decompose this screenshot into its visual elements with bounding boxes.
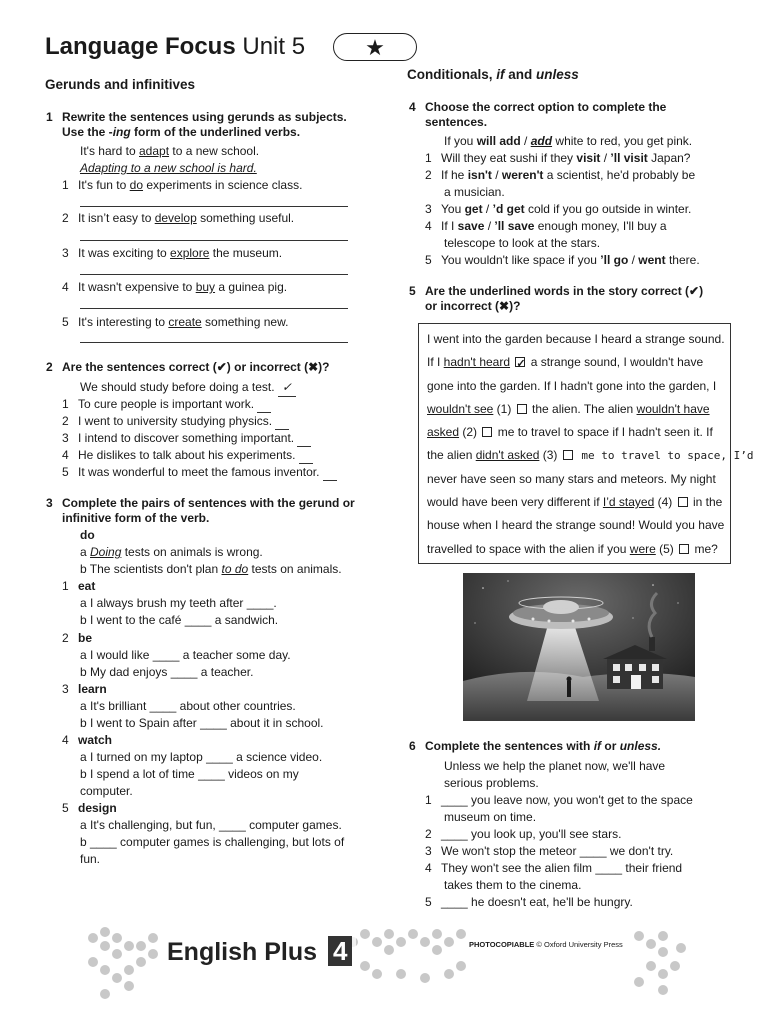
q3-ex-b-answer: to do <box>221 562 249 576</box>
q4-item-num: 1 <box>425 151 432 165</box>
q4-item-text: If he <box>441 168 468 182</box>
q2-item-1 <box>62 396 271 413</box>
q2-item-text: To cure people is important work. <box>78 397 255 411</box>
story-underlined: hadn't heard <box>443 355 511 370</box>
q5-heading <box>409 284 735 314</box>
photocopiable-label: PHOTOCOPIABLE <box>469 940 535 949</box>
q4-item-text-end: a scientist, he'd probably be <box>543 168 696 182</box>
q4-item-4 <box>425 218 667 235</box>
star-icon: ★ <box>365 34 385 60</box>
q1-item-text-end: something useful. <box>196 211 295 225</box>
q4-option-1[interactable]: visit <box>576 151 601 165</box>
q1-item-4 <box>62 279 287 296</box>
q3-heading-line2: infinitive form of the verb. <box>62 511 210 525</box>
q3-verb: be <box>78 631 93 645</box>
q6-item-text: ____ you leave now, you won't get to the space <box>441 793 693 807</box>
story-line: I went into the garden because I heard a strange sound. <box>427 332 725 346</box>
q2-item-2 <box>62 413 289 430</box>
story-line: never have seen so many stars and meteors. My night <box>427 471 716 486</box>
q2-heading <box>46 360 372 375</box>
q6-item-num: 2 <box>425 827 432 841</box>
q6-heading-text <box>425 739 735 754</box>
q3-group-2-verb <box>62 630 92 647</box>
q2-example <box>80 379 296 397</box>
q3-ex-a-answer: Doing <box>90 545 122 559</box>
logo-text: English Plus <box>167 938 318 966</box>
q3-example-b <box>80 561 342 578</box>
english-plus-logo <box>163 936 356 967</box>
story-box <box>418 323 754 564</box>
q6-item-4 <box>425 860 682 877</box>
q3-group-1-verb <box>62 578 95 595</box>
q6-item-2 <box>425 826 621 843</box>
logo-number: 4 <box>328 936 352 966</box>
story-line: gone into the garden. If I hadn't gone into the garden, I <box>427 378 717 393</box>
answer-line[interactable] <box>80 342 348 343</box>
sec-title-if: if <box>496 67 505 82</box>
q4-item-num: 2 <box>425 168 432 182</box>
story-text: (5) <box>655 541 678 556</box>
q1-item-num: 2 <box>62 211 69 225</box>
q4-option-2[interactable]: ’ll visit <box>610 151 648 165</box>
q1-item-num: 5 <box>62 315 69 329</box>
q4-item-num: 4 <box>425 219 432 233</box>
q3-ex-b-post: tests on animals. <box>248 562 342 576</box>
star-level-badge <box>333 33 417 61</box>
q4-item-num: 5 <box>425 253 432 267</box>
q3-group-3-b: b I went to Spain after ____ about it in school. <box>80 716 324 730</box>
q4-ex-sep: / <box>520 134 531 148</box>
story-line <box>427 444 754 467</box>
q2-item-num: 4 <box>62 448 69 462</box>
q4-ex-c: white to red, you get pink. <box>552 134 693 148</box>
q4-item-text: Will they eat sushi if they <box>441 151 577 165</box>
q3-heading <box>46 496 372 526</box>
answer-line[interactable] <box>80 240 348 241</box>
story-text: in the <box>689 495 723 510</box>
q1-item-text: It wasn't expensive to <box>78 280 196 294</box>
q1-h2c: form of the underlined verbs. <box>130 125 301 139</box>
q3-verb: watch <box>78 733 113 747</box>
story-text: (1) <box>493 401 515 416</box>
q4-heading <box>409 100 735 130</box>
checkbox-ticked-icon <box>515 357 525 367</box>
q1-ex-b: to a new school. <box>169 144 260 158</box>
q1-item-num: 3 <box>62 246 69 260</box>
q1-item-text-end: something new. <box>201 315 289 329</box>
story-text: the alien <box>427 448 476 463</box>
q6-item-text: They won't see the alien film ____ their friend <box>441 861 683 875</box>
q4-option-2[interactable]: ’d get <box>492 202 525 216</box>
q4-item-text: You <box>441 202 465 216</box>
q5-heading-line2: or incorrect (✖)? <box>425 299 521 313</box>
q5-number: 5 <box>409 284 416 298</box>
q4-ex-option2: add <box>530 134 553 148</box>
q4-sep: / <box>484 219 495 233</box>
q4-heading-line2: sentences. <box>425 115 488 129</box>
q3-group-4-b: b I spend a lot of time ____ videos on my <box>80 767 299 781</box>
title-unit: Unit 5 <box>235 33 306 60</box>
q2-item-5 <box>62 464 337 481</box>
q2-item-num: 2 <box>62 414 69 428</box>
q6-item-num: 3 <box>425 844 432 858</box>
q4-ex-option1: will add <box>476 134 521 148</box>
q6-example-line1: Unless we help the planet now, we'll have <box>444 759 666 773</box>
q4-option-2[interactable]: weren't <box>501 168 544 182</box>
q4-item-3 <box>425 201 691 218</box>
q6-item-text: We won't stop the meteor ____ we don't try. <box>441 844 674 858</box>
q2-item-text: It was wonderful to meet the famous inventor. <box>78 465 320 479</box>
q3-group-num: 4 <box>62 733 69 747</box>
q4-item-num: 3 <box>425 202 432 216</box>
q4-option-1[interactable]: ’ll go <box>600 253 629 267</box>
story-line <box>427 351 722 374</box>
q4-option-2[interactable]: went <box>638 253 666 267</box>
q4-item-text-end: enough money, I'll buy a <box>534 219 667 233</box>
checkbox-1[interactable] <box>517 404 527 414</box>
q3-ex-a-pre: a <box>80 545 91 559</box>
q6-item-3 <box>425 843 673 860</box>
q2-heading-text: Are the sentences correct (✔) or incorrect (✖)? <box>62 360 330 374</box>
q4-item-2-cont: a musician. <box>444 185 505 199</box>
q1-item-num: 4 <box>62 280 69 294</box>
q4-sep: / <box>628 253 639 267</box>
q4-heading-line1: Choose the correct option to complete the <box>425 100 667 114</box>
story-text: travelled to space with the alien if you <box>427 541 630 556</box>
q1-item-text: It isn’t easy to <box>78 211 155 225</box>
story-underlined: didn't asked <box>475 448 540 463</box>
q3-ex-a-post: tests on animals is wrong. <box>121 545 263 559</box>
q4-example <box>444 133 692 150</box>
copyright-note <box>467 940 625 950</box>
q1-item-2 <box>62 210 294 227</box>
q4-option-1[interactable]: get <box>464 202 483 216</box>
q2-item-num: 5 <box>62 465 69 479</box>
story-underlined: wouldn't have <box>636 401 710 416</box>
q2-number: 2 <box>46 360 53 374</box>
ufo-illustration <box>463 573 695 721</box>
q1-ex-underlined: adapt <box>139 144 170 158</box>
q4-number: 4 <box>409 100 416 114</box>
q6-item-num: 4 <box>425 861 432 875</box>
story-underlined: I’d stayed <box>602 495 655 510</box>
section-title-conditionals <box>407 66 579 84</box>
q4-item-text-end: cold if you go outside in winter. <box>524 202 692 216</box>
q2-item-num: 3 <box>62 431 69 445</box>
answer-line[interactable] <box>80 206 348 207</box>
q4-option-1[interactable]: save <box>457 219 485 233</box>
story-underlined: asked <box>427 425 460 440</box>
q3-verb: eat <box>78 579 96 593</box>
q5-heading-line1: Are the underlined words in the story correct (✔) <box>425 284 704 298</box>
title-bold: Language Focus <box>45 33 236 60</box>
story-line <box>427 421 722 444</box>
q6-item-text: ____ he doesn't eat, he'll be hungry. <box>441 895 633 909</box>
q1-heading <box>46 110 372 140</box>
q4-sep: / <box>482 202 493 216</box>
q1-item-underlined: buy <box>195 280 216 294</box>
story-text: (4) <box>654 495 676 510</box>
q6-number: 6 <box>409 739 416 753</box>
q3-group-3-a: a It's brilliant ____ about other countries. <box>80 699 296 713</box>
section-title-gerunds: Gerunds and infinitives <box>45 77 196 92</box>
q2-item-text: I went to university studying physics. <box>78 414 273 428</box>
q2-item-3 <box>62 430 311 447</box>
answer-blank[interactable] <box>323 480 337 481</box>
q1-heading-line1: Rewrite the sentences using gerunds as subjects. <box>62 110 347 124</box>
story-underlined: were <box>629 541 656 556</box>
sec-title-unless: unless <box>536 67 579 82</box>
checkbox-4[interactable] <box>678 497 688 507</box>
q3-group-5-verb <box>62 800 117 817</box>
q4-option-2[interactable]: ’ll save <box>494 219 535 233</box>
q6-item-num: 1 <box>425 793 432 807</box>
answer-line[interactable] <box>80 308 348 309</box>
story-text: (3) <box>539 448 561 463</box>
story-text: would have been very different if <box>427 495 603 510</box>
q3-group-num: 5 <box>62 801 69 815</box>
q1-item-text-end: experiments in science class. <box>143 178 303 192</box>
q6-h-unless: unless. <box>619 739 662 753</box>
q3-group-4-a: a I turned on my laptop ____ a science video. <box>80 750 323 764</box>
q3-verb: learn <box>78 682 107 696</box>
q3-group-num: 2 <box>62 631 69 645</box>
story-text: me to travel to space, I’d <box>574 449 754 463</box>
q3-ex-b-pre: b The scientists don't plan <box>80 562 222 576</box>
q2-item-4 <box>62 447 313 464</box>
story-underlined: wouldn't see <box>427 401 494 416</box>
q2-example-text: We should study before doing a test. <box>80 380 275 394</box>
q3-group-2-a: a I would like ____ a teacher some day. <box>80 648 291 662</box>
story-line <box>427 538 722 561</box>
q3-group-3-verb <box>62 681 107 698</box>
footer-banner <box>83 918 693 1006</box>
q4-option-1[interactable]: isn't <box>467 168 492 182</box>
q3-group-1-a: a I always brush my teeth after ____. <box>80 596 277 610</box>
checkbox-5[interactable] <box>679 544 689 554</box>
q6-item-num: 5 <box>425 895 432 909</box>
q6-example-line2: serious problems. <box>444 776 539 790</box>
q6-h-a: Complete the sentences with <box>425 739 594 753</box>
q4-ex-a: If you <box>444 134 477 148</box>
q4-item-5 <box>425 252 700 269</box>
q1-item-text: It was exciting to <box>78 246 171 260</box>
q6-item-4-cont: takes them to the cinema. <box>444 878 582 892</box>
page-title <box>45 32 305 62</box>
q1-item-underlined: develop <box>154 211 197 225</box>
q2-item-text: He dislikes to talk about his experiments. <box>78 448 296 462</box>
q6-item-5 <box>425 894 633 911</box>
q6-h-b: or <box>601 739 620 753</box>
q1-item-text: It's fun to <box>78 178 130 192</box>
story-text: (2) <box>459 425 481 440</box>
q3-group-num: 3 <box>62 682 69 696</box>
answer-line[interactable] <box>80 274 348 275</box>
q3-group-5-b: b ____ computer games is challenging, but lots of <box>80 835 345 849</box>
q1-item-5 <box>62 314 288 331</box>
q3-group-num: 1 <box>62 579 69 593</box>
q1-heading-line2 <box>62 125 372 140</box>
q3-group-5-b-cont: fun. <box>80 852 101 866</box>
q6-item-1-cont: museum on time. <box>444 810 537 824</box>
q6-heading <box>409 739 735 754</box>
q4-item-text: You wouldn't like space if you <box>441 253 601 267</box>
q1-h2a: Use the - <box>62 125 113 139</box>
q3-heading-line1: Complete the pairs of sentences with the gerund or <box>62 496 355 510</box>
q1-item-text-end: the museum. <box>209 246 283 260</box>
q3-group-5-a: a It's challenging, but fun, ____ computer games. <box>80 818 342 832</box>
story-line: house when I heard the strange sound! Would you have <box>427 518 725 533</box>
q3-example-a <box>80 544 263 561</box>
story-text: me to travel to space if I hadn't seen it. If <box>494 425 713 440</box>
q3-group-2-b: b My dad enjoys ____ a teacher. <box>80 665 254 679</box>
q2-item-text: I intend to discover something important. <box>78 431 295 445</box>
q1-ex-a: It's hard to <box>80 144 139 158</box>
story-line <box>427 491 722 514</box>
q1-item-underlined: explore <box>170 246 210 260</box>
q1-item-num: 1 <box>62 178 69 192</box>
q2-example-mark: ✓ <box>278 379 296 397</box>
q1-number: 1 <box>46 110 53 124</box>
q4-item-1 <box>425 150 690 167</box>
q6-h-if: if <box>593 739 602 753</box>
q1-item-3 <box>62 245 282 262</box>
q3-number: 3 <box>46 496 53 510</box>
story-text: me? <box>691 541 718 556</box>
q1-item-underlined: do <box>129 178 144 192</box>
story-text: a strange sound, I wouldn't have <box>527 355 704 370</box>
q3-example-verb: do <box>80 528 95 542</box>
q4-item-4-cont: telescope to look at the stars. <box>444 236 601 250</box>
q4-sep: / <box>600 151 611 165</box>
q1-item-text-end: a guinea pig. <box>215 280 288 294</box>
q1-item-text: It's interesting to <box>78 315 169 329</box>
sec-title-b: and <box>504 67 537 82</box>
q1-item-underlined: create <box>168 315 202 329</box>
ufo-scene-icon <box>463 573 695 721</box>
q4-item-text-end: there. <box>665 253 700 267</box>
q1-h2b: ing <box>112 125 131 139</box>
sec-title-a: Conditionals, <box>407 67 497 82</box>
q3-verb: design <box>78 801 117 815</box>
q4-item-2 <box>425 167 695 184</box>
q1-example <box>80 143 259 160</box>
story-text: the alien. The alien <box>528 401 637 416</box>
copyright-text: © Oxford University Press <box>534 940 623 949</box>
q3-group-4-b-cont: computer. <box>80 784 133 798</box>
q4-item-text-end: Japan? <box>647 151 691 165</box>
q6-item-text: ____ you look up, you'll see stars. <box>441 827 622 841</box>
q6-item-1 <box>425 792 693 809</box>
checkbox-3[interactable] <box>563 450 573 460</box>
q4-item-text: If I <box>441 219 458 233</box>
q3-group-1-b: b I went to the café ____ a sandwich. <box>80 613 279 627</box>
q3-group-4-verb <box>62 732 112 749</box>
q4-sep: / <box>491 168 502 182</box>
checkbox-2[interactable] <box>482 427 492 437</box>
q1-example-answer: Adapting to a new school is hard. <box>80 161 257 175</box>
story-text: If I <box>427 355 444 370</box>
q2-item-num: 1 <box>62 397 69 411</box>
q1-item-1 <box>62 177 302 194</box>
story-line <box>427 398 722 421</box>
